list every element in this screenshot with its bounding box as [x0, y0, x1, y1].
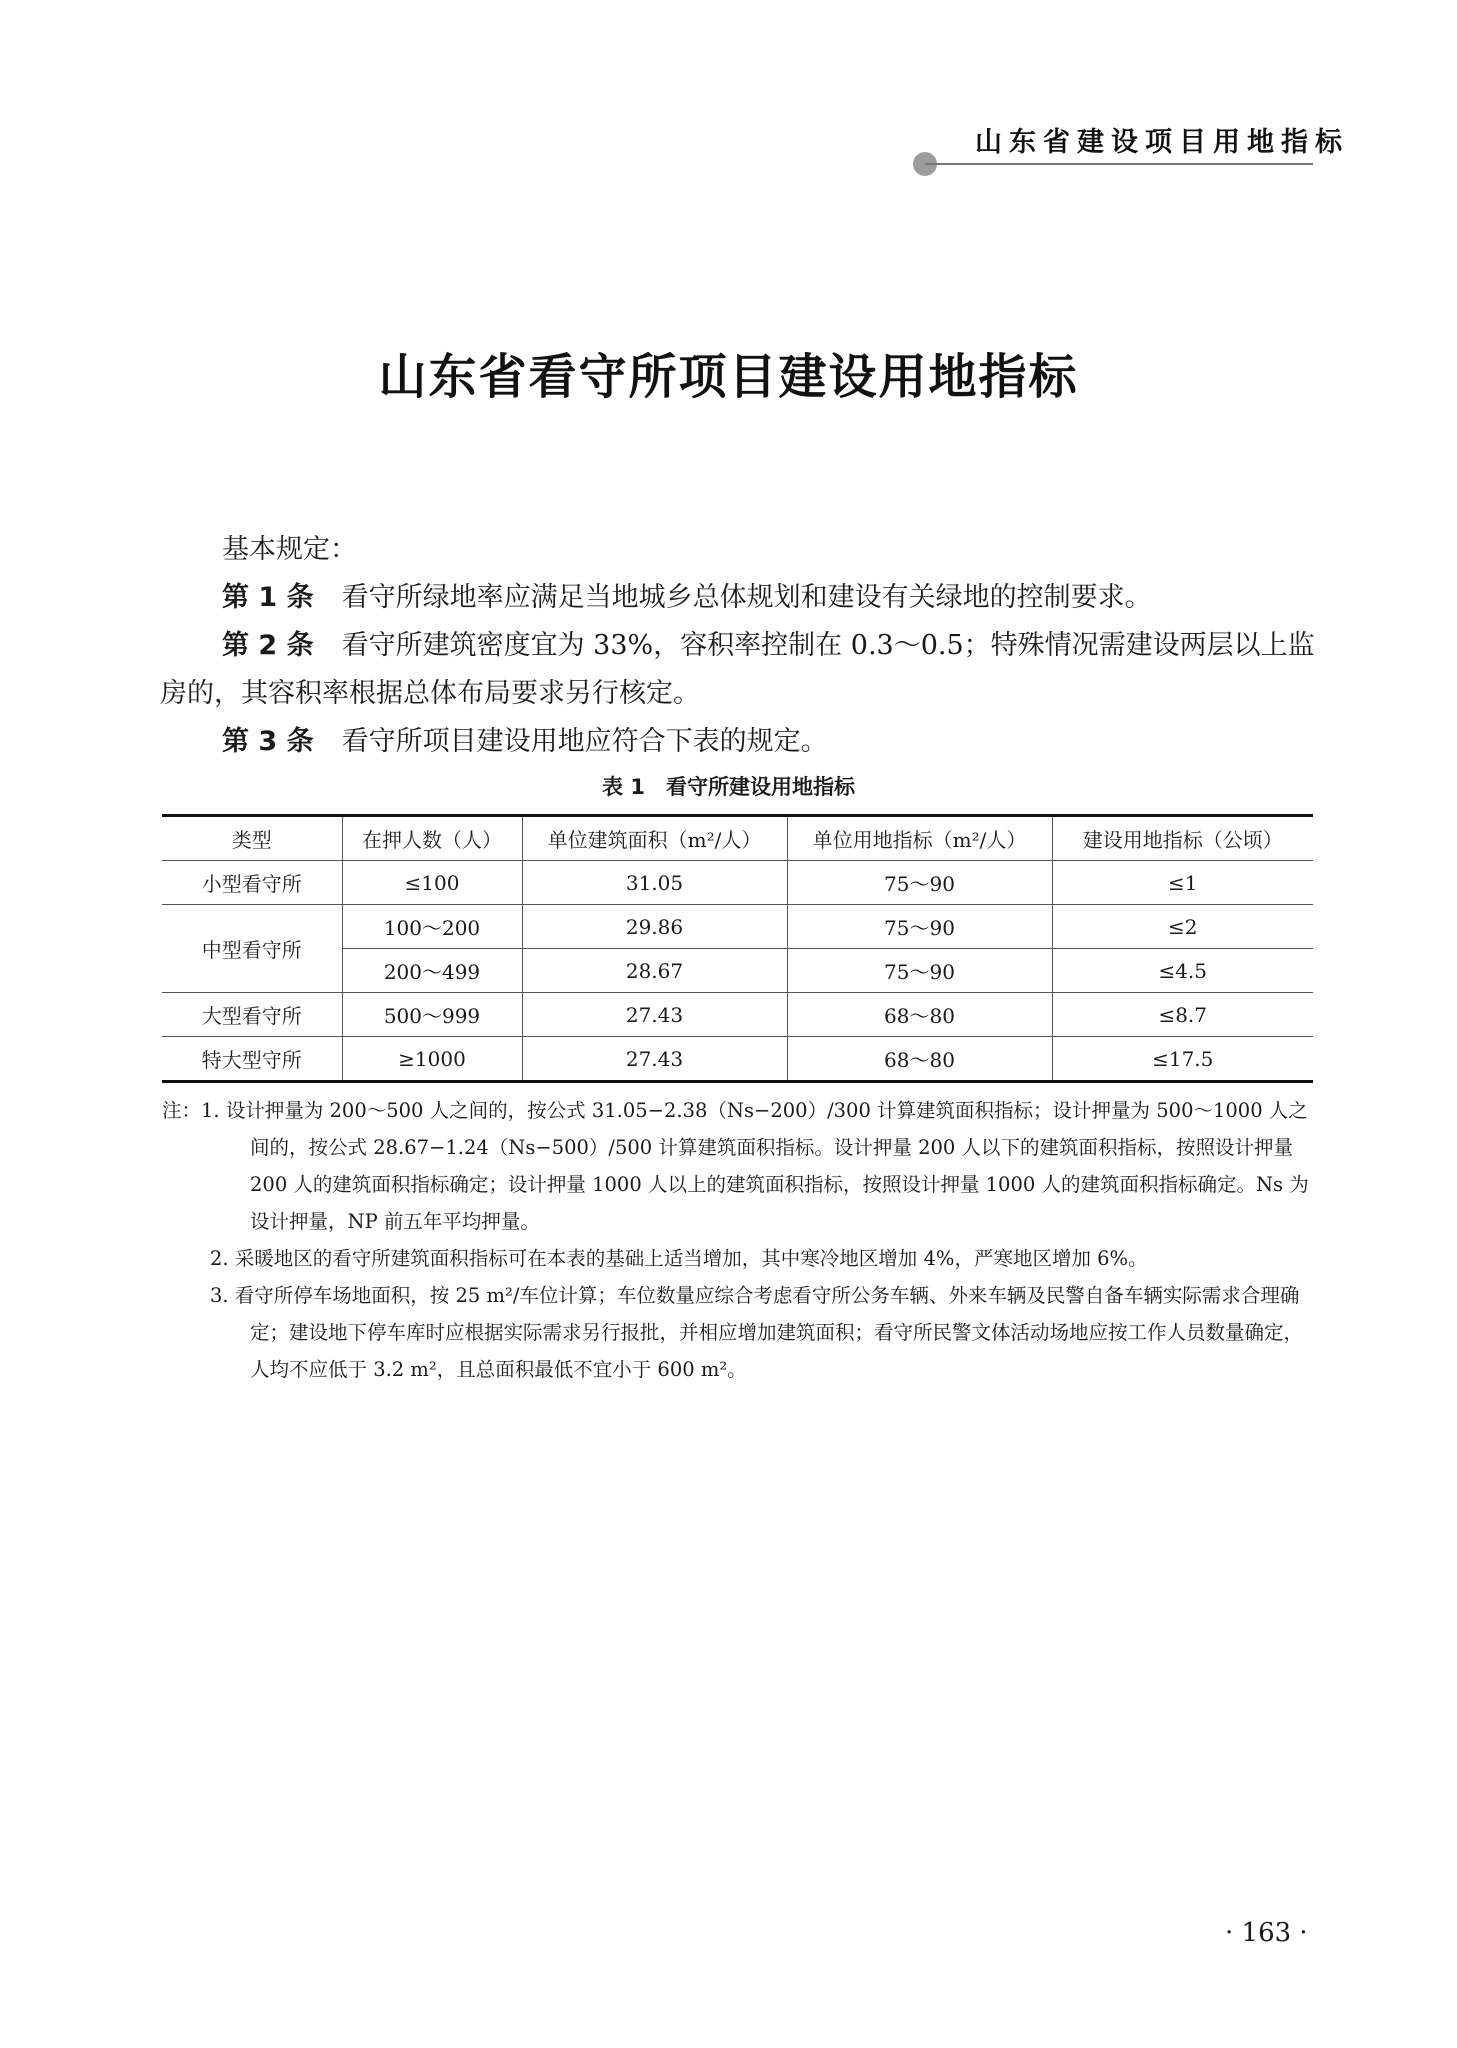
running-header: 山东省建设项目用地指标	[975, 127, 1349, 158]
table-caption: 表 1 看守所建设用地指标	[602, 775, 855, 799]
cell-people: 500～999	[342, 993, 522, 1037]
table-row	[162, 861, 1313, 905]
cell-people: ≤100	[342, 861, 522, 905]
page-number: · 163 ·	[1225, 1918, 1308, 1948]
cell-building-area: 28.67	[522, 949, 787, 993]
table-row	[162, 993, 1313, 1037]
notes-label: 注：	[162, 1099, 202, 1122]
article-text: 看守所建筑密度宜为 33%，容积率控制在 0.3～0.5；特殊情况需建设两层以上监房的，其容积率根据总体布局要求另行核定。	[160, 630, 1315, 709]
cell-type: 大型看守所	[162, 993, 342, 1037]
column-header: 在押人数（人）	[342, 816, 522, 861]
header-rule	[925, 163, 1313, 165]
cell-type: 中型看守所	[162, 905, 342, 993]
cell-land-per-person: 68～80	[787, 993, 1052, 1037]
table-header-row	[162, 816, 1313, 861]
page-title: 山东省看守所项目建设用地指标	[378, 349, 1079, 405]
note-item: 3. 看守所停车场地面积，按 25 m²/车位计算；车位数量应综合考虑看守所公务车辆、外来车辆及民警自备车辆实际需求合理确定；建设地下停车库时应根据实际需求另行报批，并相应增加建筑面积；看守所民警文体活动场地应按工作人员数量确定，人均不应低于 3.2 m²，且总面积最低不宜小于 600 m²。	[210, 1284, 1304, 1381]
provisions-section	[160, 526, 1315, 766]
table-row	[162, 1037, 1313, 1082]
note-item: 2. 采暖地区的看守所建筑面积指标可在本表的基础上适当增加，其中寒冷地区增加 4%，严寒地区增加 6%。	[210, 1247, 1148, 1270]
cell-type: 特大型守所	[162, 1037, 342, 1082]
cell-type: 小型看守所	[162, 861, 342, 905]
cell-people: ≥1000	[342, 1037, 522, 1082]
table-notes	[162, 1092, 1315, 1388]
article-number: 第 1 条	[222, 582, 314, 613]
cell-people: 100～200	[342, 905, 522, 949]
article-1	[160, 574, 1315, 622]
cell-people: 200～499	[342, 949, 522, 993]
cell-building-area: 27.43	[522, 1037, 787, 1082]
cell-land-per-person: 75～90	[787, 861, 1052, 905]
cell-building-area: 29.86	[522, 905, 787, 949]
provisions-heading: 基本规定：	[222, 534, 357, 565]
cell-land-per-person: 75～90	[787, 905, 1052, 949]
cell-land-total: ≤2	[1052, 905, 1313, 949]
cell-land-per-person: 75～90	[787, 949, 1052, 993]
article-number: 第 3 条	[222, 726, 314, 757]
column-header: 类型	[162, 816, 342, 861]
column-header: 建设用地指标（公顷）	[1052, 816, 1313, 861]
note-text: 1. 设计押量为 200～500 人之间的，按公式 31.05−2.38（Ns−200）/300 计算建筑面积指标；设计押量为 500～1000 人之间的，按公式 28.67−1.24（Ns−500）/500 计算建筑面积指标。设计押量 200 人以下的建筑面积指标，按照设计押量 200 人的建筑面积指标确定；设计押量 1000 人以上的建筑面积指标，按照设计押量 1000 人的建筑面积指标确定。Ns 为设计押量，NP 前五年平均押量。	[201, 1099, 1309, 1233]
article-2	[160, 622, 1315, 718]
cell-land-total: ≤8.7	[1052, 993, 1313, 1037]
cell-building-area: 27.43	[522, 993, 787, 1037]
column-header: 单位建筑面积（m²/人）	[522, 816, 787, 861]
article-number: 第 2 条	[222, 630, 314, 661]
table-row	[162, 905, 1313, 949]
land-index-table	[162, 814, 1313, 1083]
cell-land-total: ≤17.5	[1052, 1037, 1313, 1082]
cell-land-total: ≤1	[1052, 861, 1313, 905]
article-text: 看守所绿地率应满足当地城乡总体规划和建设有关绿地的控制要求。	[341, 582, 1152, 613]
cell-land-total: ≤4.5	[1052, 949, 1313, 993]
cell-building-area: 31.05	[522, 861, 787, 905]
article-text: 看守所项目建设用地应符合下表的规定。	[341, 726, 828, 757]
note-item	[162, 1092, 1315, 1240]
column-header: 单位用地指标（m²/人）	[787, 816, 1052, 861]
cell-land-per-person: 68～80	[787, 1037, 1052, 1082]
article-3	[160, 718, 1315, 766]
